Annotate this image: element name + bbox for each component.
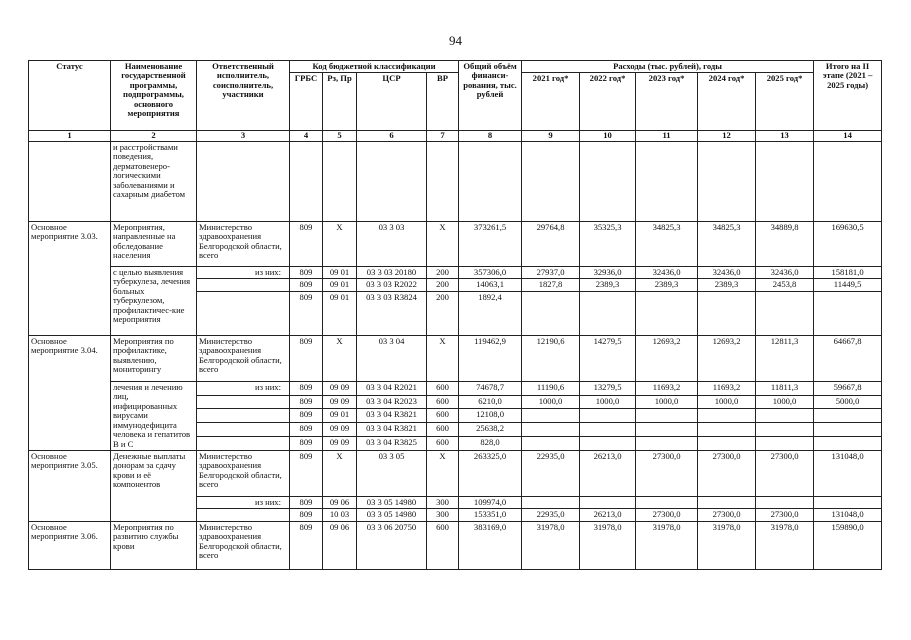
value-itogo [814,423,882,437]
value-2021: 1827,8 [522,279,580,291]
value-2024: 11693,2 [698,381,756,395]
value-2023 [636,409,698,423]
iz-nih-label: из них: [197,496,290,508]
status-303: Основное мероприятие 3.03. [29,221,111,335]
iz-nih-label: из них: [197,381,290,395]
rzpr: 09 06 [323,496,357,508]
header-2022: 2022 год* [580,73,636,131]
value-2022: 2389,3 [580,279,636,291]
col-number: 1 [29,131,111,141]
total-value: 263325,0 [459,450,522,496]
rzpr: 09 09 [323,395,357,409]
value-2025: 2453,8 [756,279,814,291]
vr: Х [427,450,459,496]
total-value: 828,0 [459,437,522,451]
cell [197,409,290,423]
value-2021: 27937,0 [522,266,580,278]
value-2023: 27300,0 [636,509,698,521]
header-total: Общий объём финанси-рования, тыс. рублей [459,61,522,131]
cell [197,437,290,451]
header-budget-code: Код бюджетной классификации [290,61,459,73]
grbs: 809 [290,291,323,335]
col-number: 12 [698,131,756,141]
header-2025: 2025 год* [756,73,814,131]
csr: 03 3 04 R3825 [357,437,427,451]
value-2025 [756,437,814,451]
total-value: 25638,2 [459,423,522,437]
vr: 200 [427,266,459,278]
value-2021: 12190,6 [522,335,580,381]
col-number: 2 [111,131,197,141]
value-2021 [522,291,580,335]
vr: 200 [427,279,459,291]
total-value: 12108,0 [459,409,522,423]
value-2021 [522,496,580,508]
status-304: Основное мероприятие 3.04. [29,335,111,450]
col-number: 7 [427,131,459,141]
cell [197,279,290,291]
value-2023: 1000,0 [636,395,698,409]
vr: 600 [427,395,459,409]
col-number: 5 [323,131,357,141]
total-value: 357306,0 [459,266,522,278]
value-itogo: 59667,8 [814,381,882,395]
value-itogo: 159890,0 [814,521,882,569]
rzpr: 09 01 [323,279,357,291]
cell [197,395,290,409]
value-2025: 32436,0 [756,266,814,278]
value-2025: 31978,0 [756,521,814,569]
grbs: 809 [290,509,323,521]
col-number: 8 [459,131,522,141]
table-row [29,335,882,381]
continuation-name: и расстройствами поведения, дерматовенеро-логическими заболеваниями и сахарным диабетом [111,141,197,221]
grbs: 809 [290,395,323,409]
status-306: Основное мероприятие 3.06. [29,521,111,569]
grbs: 809 [290,409,323,423]
rzpr: 09 01 [323,291,357,335]
total-value: 373261,5 [459,221,522,266]
rzpr: 09 09 [323,423,357,437]
value-2023 [636,437,698,451]
csr: 03 3 04 R3821 [357,409,427,423]
header-rzpr: Рз, Пр [323,73,357,131]
iz-nih-label: из них: [197,266,290,278]
table-row [29,221,882,266]
value-2022: 26213,0 [580,450,636,496]
value-2022: 14279,5 [580,335,636,381]
grbs: 809 [290,450,323,496]
csr: 03 3 03 [357,221,427,266]
value-itogo: 5000,0 [814,395,882,409]
grbs: 809 [290,381,323,395]
value-2024: 12693,2 [698,335,756,381]
value-2021: 1000,0 [522,395,580,409]
value-2022 [580,437,636,451]
value-2025 [756,423,814,437]
cell [814,141,882,221]
value-2025: 27300,0 [756,509,814,521]
grbs: 809 [290,266,323,278]
value-2023: 12693,2 [636,335,698,381]
value-2025 [756,409,814,423]
cell [357,141,427,221]
vr: 600 [427,521,459,569]
value-2023 [636,291,698,335]
name-305: Денежные выплаты донорам за сдачу крови и её компонентов [111,450,197,521]
value-2021: 22935,0 [522,509,580,521]
col-number: 14 [814,131,882,141]
value-2023 [636,423,698,437]
cell [698,141,756,221]
value-2022: 26213,0 [580,509,636,521]
vr: Х [427,335,459,381]
value-2022 [580,409,636,423]
budget-table [28,60,882,570]
vr: 600 [427,381,459,395]
total-value: 153351,0 [459,509,522,521]
header-name: Наименование государственной программы, подпрограммы, основного мероприятия [111,61,197,131]
column-number-row [29,131,882,141]
grbs: 809 [290,521,323,569]
value-2024: 2389,3 [698,279,756,291]
header-csr: ЦСР [357,73,427,131]
rzpr: Х [323,335,357,381]
continuation-row [29,141,882,221]
col-number: 9 [522,131,580,141]
rzpr: 09 01 [323,266,357,278]
value-2024 [698,496,756,508]
cell [323,141,357,221]
col-number: 6 [357,131,427,141]
name-306: Мероприятия по развитию службы крови [111,521,197,569]
csr: 03 3 03 R3824 [357,291,427,335]
table-row [29,266,882,278]
col-number: 13 [756,131,814,141]
total-value: 109974,0 [459,496,522,508]
value-2024 [698,437,756,451]
table-row [29,381,882,395]
value-2024 [698,409,756,423]
value-2021 [522,409,580,423]
csr: 03 3 04 [357,335,427,381]
value-2025 [756,291,814,335]
cell [29,141,111,221]
value-2024: 34825,3 [698,221,756,266]
value-2024: 1000,0 [698,395,756,409]
grbs: 809 [290,496,323,508]
col-number: 11 [636,131,698,141]
value-2023: 34825,3 [636,221,698,266]
value-2022: 13279,5 [580,381,636,395]
rzpr: 09 01 [323,409,357,423]
value-2021: 11190,6 [522,381,580,395]
csr: 03 3 04 R3821 [357,423,427,437]
grbs: 809 [290,423,323,437]
responsible-305: Министерство здравоохранения Белгородской области, всего [197,450,290,496]
total-value: 1892,4 [459,291,522,335]
cell [290,141,323,221]
rzpr: Х [323,450,357,496]
value-2021: 29764,8 [522,221,580,266]
rzpr: 10 03 [323,509,357,521]
vr: 600 [427,423,459,437]
value-itogo [814,437,882,451]
value-2023: 27300,0 [636,450,698,496]
value-2021: 22935,0 [522,450,580,496]
cell [459,141,522,221]
name-303a: Мероприятия, направленные на обследование населения [111,221,197,266]
value-itogo: 131048,0 [814,450,882,496]
value-itogo: 158181,0 [814,266,882,278]
col-number: 3 [197,131,290,141]
header-2021: 2021 год* [522,73,580,131]
rzpr: Х [323,221,357,266]
name-304b: лечения и лечению лиц, инфицированных вирусами иммунодефицита человека и гепатитов В и С [111,381,197,450]
vr: 300 [427,509,459,521]
col-number: 10 [580,131,636,141]
name-303b: с целью выявления туберкулеза, лечения больных туберкулезом, профилактичес-кие мероприятия [111,266,197,335]
cell [197,291,290,335]
value-2023: 11693,2 [636,381,698,395]
csr: 03 3 03 20180 [357,266,427,278]
page-number: 94 [449,33,462,48]
responsible-306: Министерство здравоохранения Белгородской области, всего [197,521,290,569]
csr: 03 3 03 R2022 [357,279,427,291]
value-2022: 31978,0 [580,521,636,569]
value-2023 [636,496,698,508]
cell [427,141,459,221]
cell [636,141,698,221]
csr: 03 3 05 14980 [357,496,427,508]
cell [522,141,580,221]
vr: 600 [427,409,459,423]
value-2024 [698,423,756,437]
total-value: 119462,9 [459,335,522,381]
csr: 03 3 05 14980 [357,509,427,521]
value-2025: 1000,0 [756,395,814,409]
rzpr: 09 09 [323,381,357,395]
header-vr: ВР [427,73,459,131]
name-304a: Мероприятия по профилактике, выявлению, мониторингу [111,335,197,381]
vr: 300 [427,496,459,508]
value-2025: 27300,0 [756,450,814,496]
value-2021 [522,423,580,437]
table-row [29,450,882,496]
csr: 03 3 05 [357,450,427,496]
value-2025: 34889,8 [756,221,814,266]
value-2024 [698,291,756,335]
grbs: 809 [290,437,323,451]
value-2024: 27300,0 [698,509,756,521]
rzpr: 09 09 [323,437,357,451]
value-2025: 11811,3 [756,381,814,395]
value-2022 [580,291,636,335]
value-2024: 27300,0 [698,450,756,496]
grbs: 809 [290,221,323,266]
total-value: 383169,0 [459,521,522,569]
cell [756,141,814,221]
vr: Х [427,221,459,266]
value-2022 [580,496,636,508]
value-itogo: 131048,0 [814,509,882,521]
value-2024: 31978,0 [698,521,756,569]
value-2023: 31978,0 [636,521,698,569]
col-number: 4 [290,131,323,141]
header-2023: 2023 год* [636,73,698,131]
header-status: Статус [29,61,111,131]
value-itogo [814,291,882,335]
value-2021: 31978,0 [522,521,580,569]
rzpr: 09 06 [323,521,357,569]
header-expenses: Расходы (тыс. рублей), годы [522,61,814,73]
value-itogo: 11449,5 [814,279,882,291]
value-itogo: 169630,5 [814,221,882,266]
cell [580,141,636,221]
vr: 600 [427,437,459,451]
cell [197,509,290,521]
value-2022: 32936,0 [580,266,636,278]
value-2022: 35325,3 [580,221,636,266]
status-305: Основное мероприятие 3.05. [29,450,111,521]
value-itogo [814,409,882,423]
total-value: 74678,7 [459,381,522,395]
responsible-303: Министерство здравоохранения Белгородской области, всего [197,221,290,266]
value-2022: 1000,0 [580,395,636,409]
value-itogo [814,496,882,508]
value-2025 [756,496,814,508]
csr: 03 3 04 R2021 [357,381,427,395]
value-2023: 2389,3 [636,279,698,291]
responsible-304: Министерство здравоохранения Белгородской области, всего [197,335,290,381]
csr: 03 3 04 R2023 [357,395,427,409]
value-2024: 32436,0 [698,266,756,278]
value-itogo: 64667,8 [814,335,882,381]
cell [197,423,290,437]
value-2022 [580,423,636,437]
table-row [29,521,882,569]
total-value: 6210,0 [459,395,522,409]
value-2023: 32436,0 [636,266,698,278]
header-grbs: ГРБС [290,73,323,131]
cell [197,141,290,221]
value-2021 [522,437,580,451]
csr: 03 3 06 20750 [357,521,427,569]
header-itogo: Итого на II этапе (2021 – 2025 годы) [814,61,882,131]
vr: 200 [427,291,459,335]
value-2025: 12811,3 [756,335,814,381]
grbs: 809 [290,335,323,381]
grbs: 809 [290,279,323,291]
header-responsible: Ответственный исполнитель, соисполнитель, участники [197,61,290,131]
header-2024: 2024 год* [698,73,756,131]
total-value: 14063,1 [459,279,522,291]
